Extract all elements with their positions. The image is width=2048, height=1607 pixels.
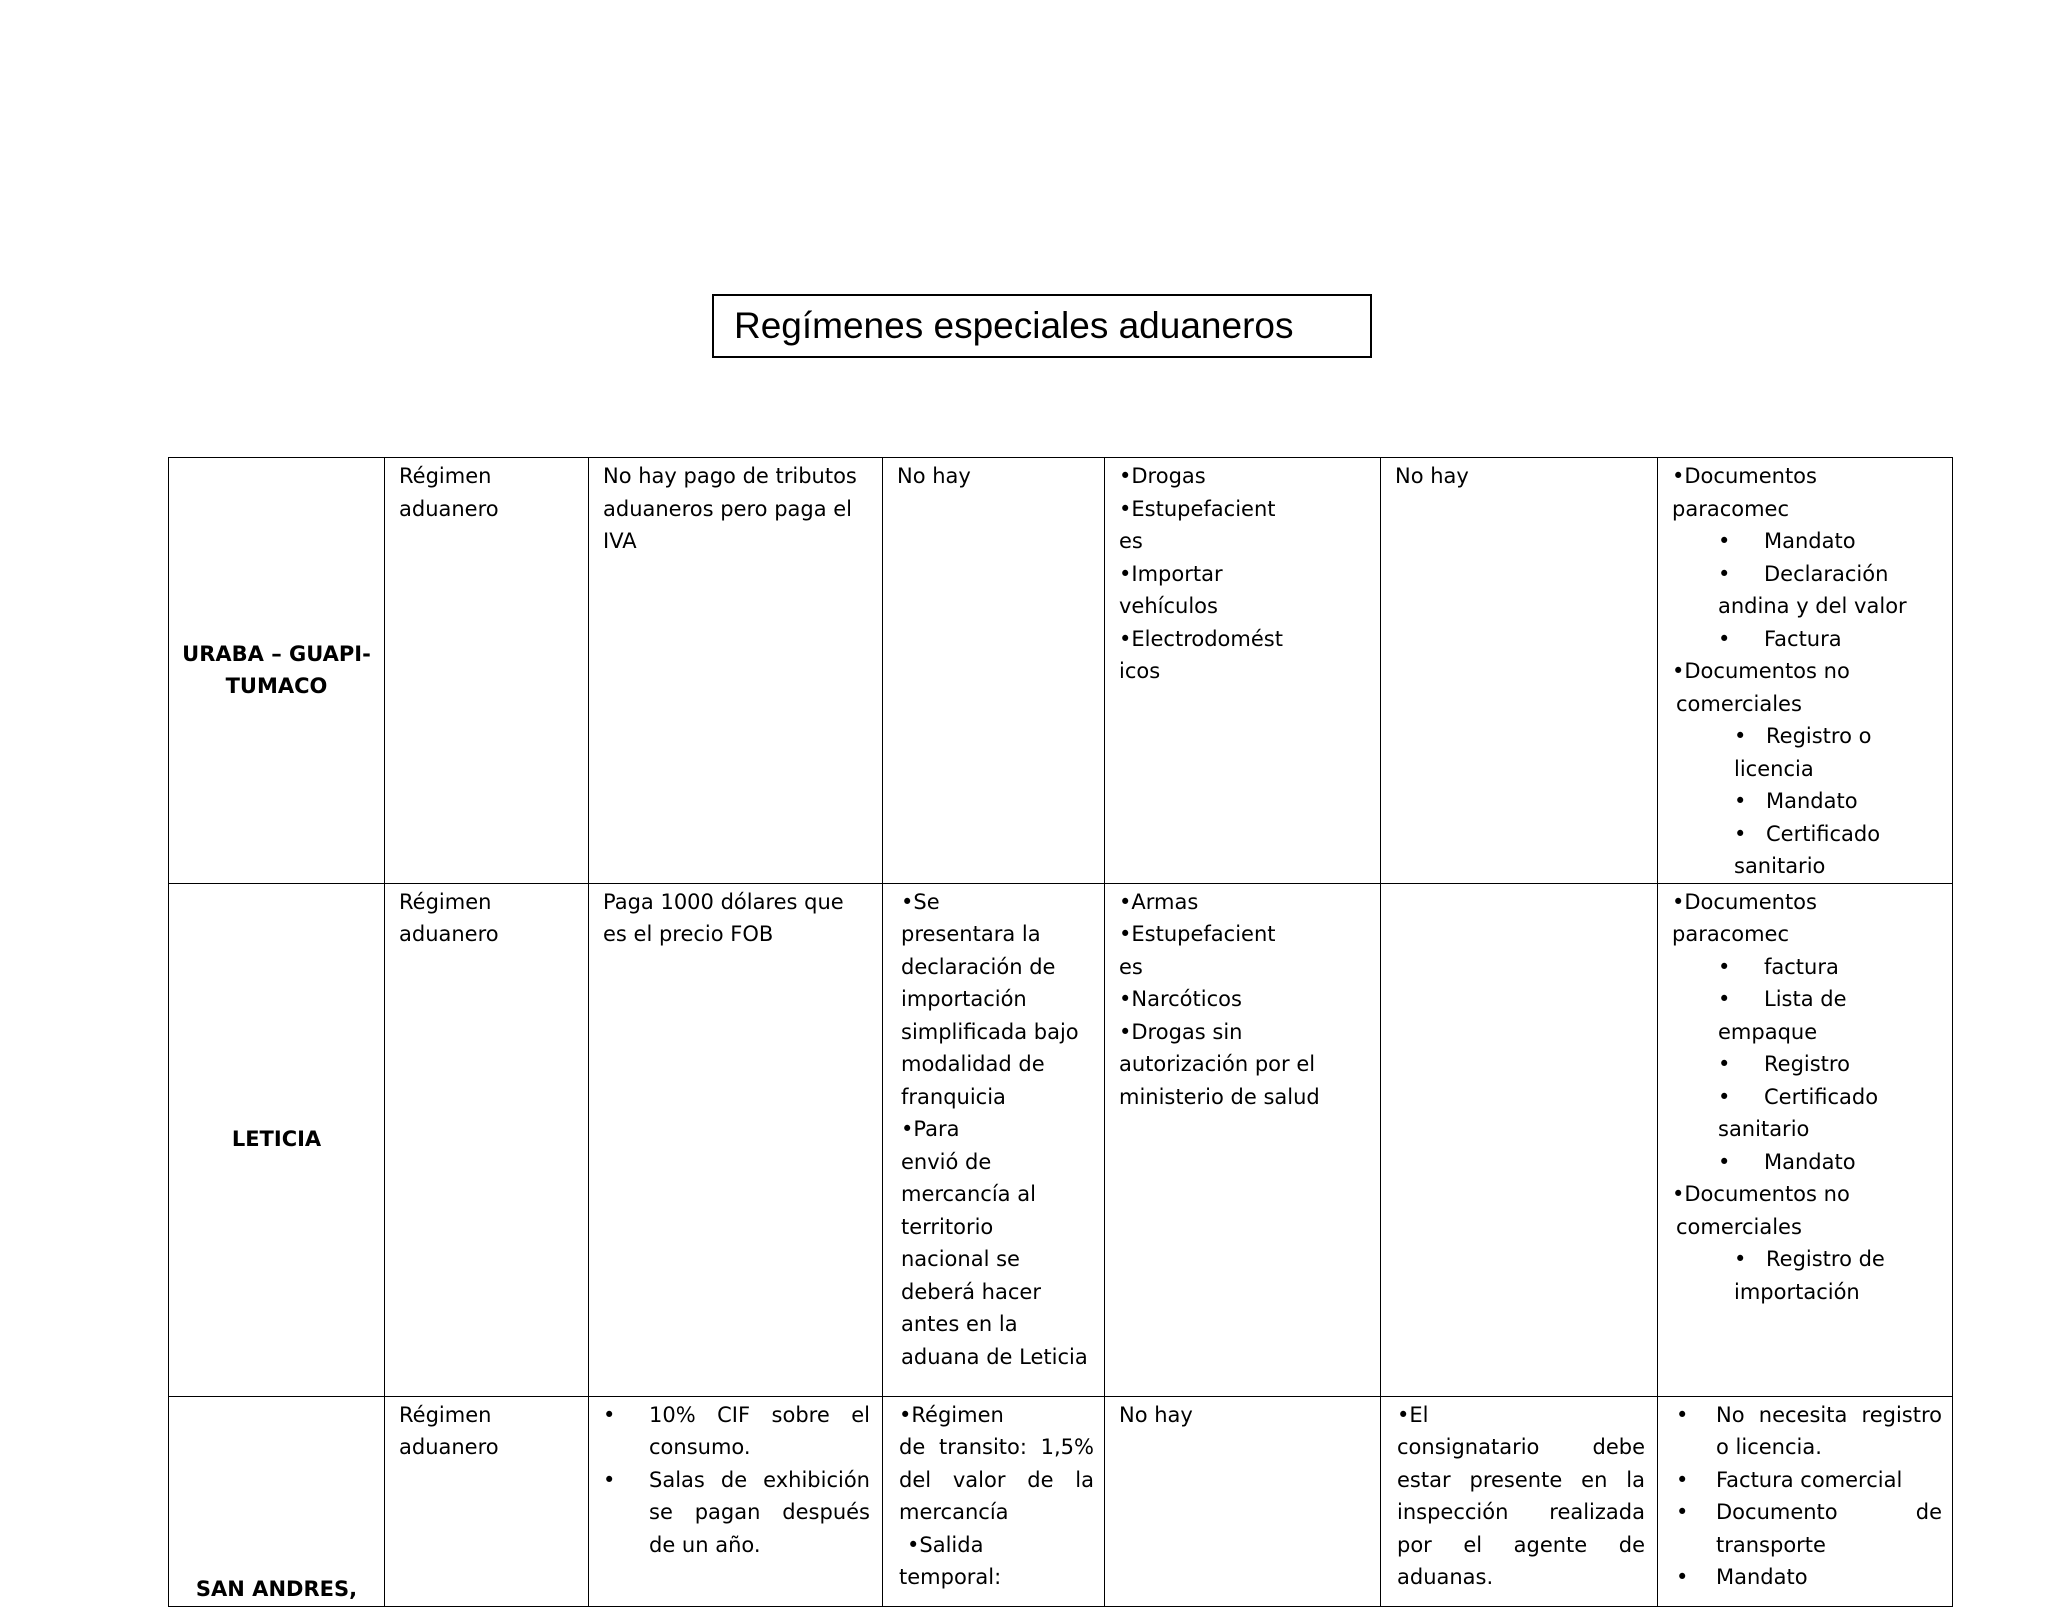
col6-cell <box>1381 883 1658 1396</box>
col4-cell: •Se presentara la declaración de importación simplificada bajo modalidad de franquicia •Para envió de mercancía al territorio nacional se deberá hacer antes en la aduana de Leticia <box>883 883 1105 1396</box>
col6-cell: No hay <box>1381 458 1658 884</box>
docs-cell: •Documentos paracomec • Mandato • Declaración andina y del valor • Factura •Documentos no comerciales • Registro o licencia • Mandato • Certificado sanitario <box>1658 458 1953 884</box>
place-cell: SAN ANDRES, <box>169 1396 385 1606</box>
regimen-cell: Régimen aduanero <box>385 458 589 884</box>
regimes-table <box>168 457 1953 1607</box>
tributos-cell: Paga 1000 dólares que es el precio FOB <box>589 883 883 1396</box>
regimen-cell: Régimen aduanero <box>385 1396 589 1606</box>
place-cell: URABA – GUAPI- TUMACO <box>169 458 385 884</box>
place-cell: LETICIA <box>169 883 385 1396</box>
table-row <box>169 883 1953 1396</box>
col4-cell: No hay <box>883 458 1105 884</box>
col6-cell: •El consignatario debe estar presente en la inspección realizada por el agente de aduanas. <box>1381 1396 1658 1606</box>
tributos-cell: No hay pago de tributos aduaneros pero paga el IVA <box>589 458 883 884</box>
docs-cell: • No necesita registro o licencia. • Factura comercial • Documento de transporte • Mandato <box>1658 1396 1953 1606</box>
table-row <box>169 458 1953 884</box>
col5-cell: No hay <box>1105 1396 1381 1606</box>
prohibidos-cell: •Drogas •Estupefacient es •Importar vehículos •Electrodomést icos <box>1105 458 1381 884</box>
docs-cell: •Documentos paracomec • factura • Lista de empaque • Registro • Certificado sanitario • Mandato •Documentos no comerciales • Registro de importación <box>1658 883 1953 1396</box>
col4-cell: •Régimen de transito: 1,5% del valor de la mercancía •Salida temporal: <box>883 1396 1105 1606</box>
table-row <box>169 1396 1953 1606</box>
regimen-cell: Régimen aduanero <box>385 883 589 1396</box>
document-title: Regímenes especiales aduaneros <box>712 294 1372 358</box>
prohibidos-cell: •Armas •Estupefacient es •Narcóticos •Drogas sin autorización por el ministerio de salud <box>1105 883 1381 1396</box>
tributos-cell: • 10% CIF sobre el consumo. • Salas de exhibición se pagan después de un año. <box>589 1396 883 1606</box>
